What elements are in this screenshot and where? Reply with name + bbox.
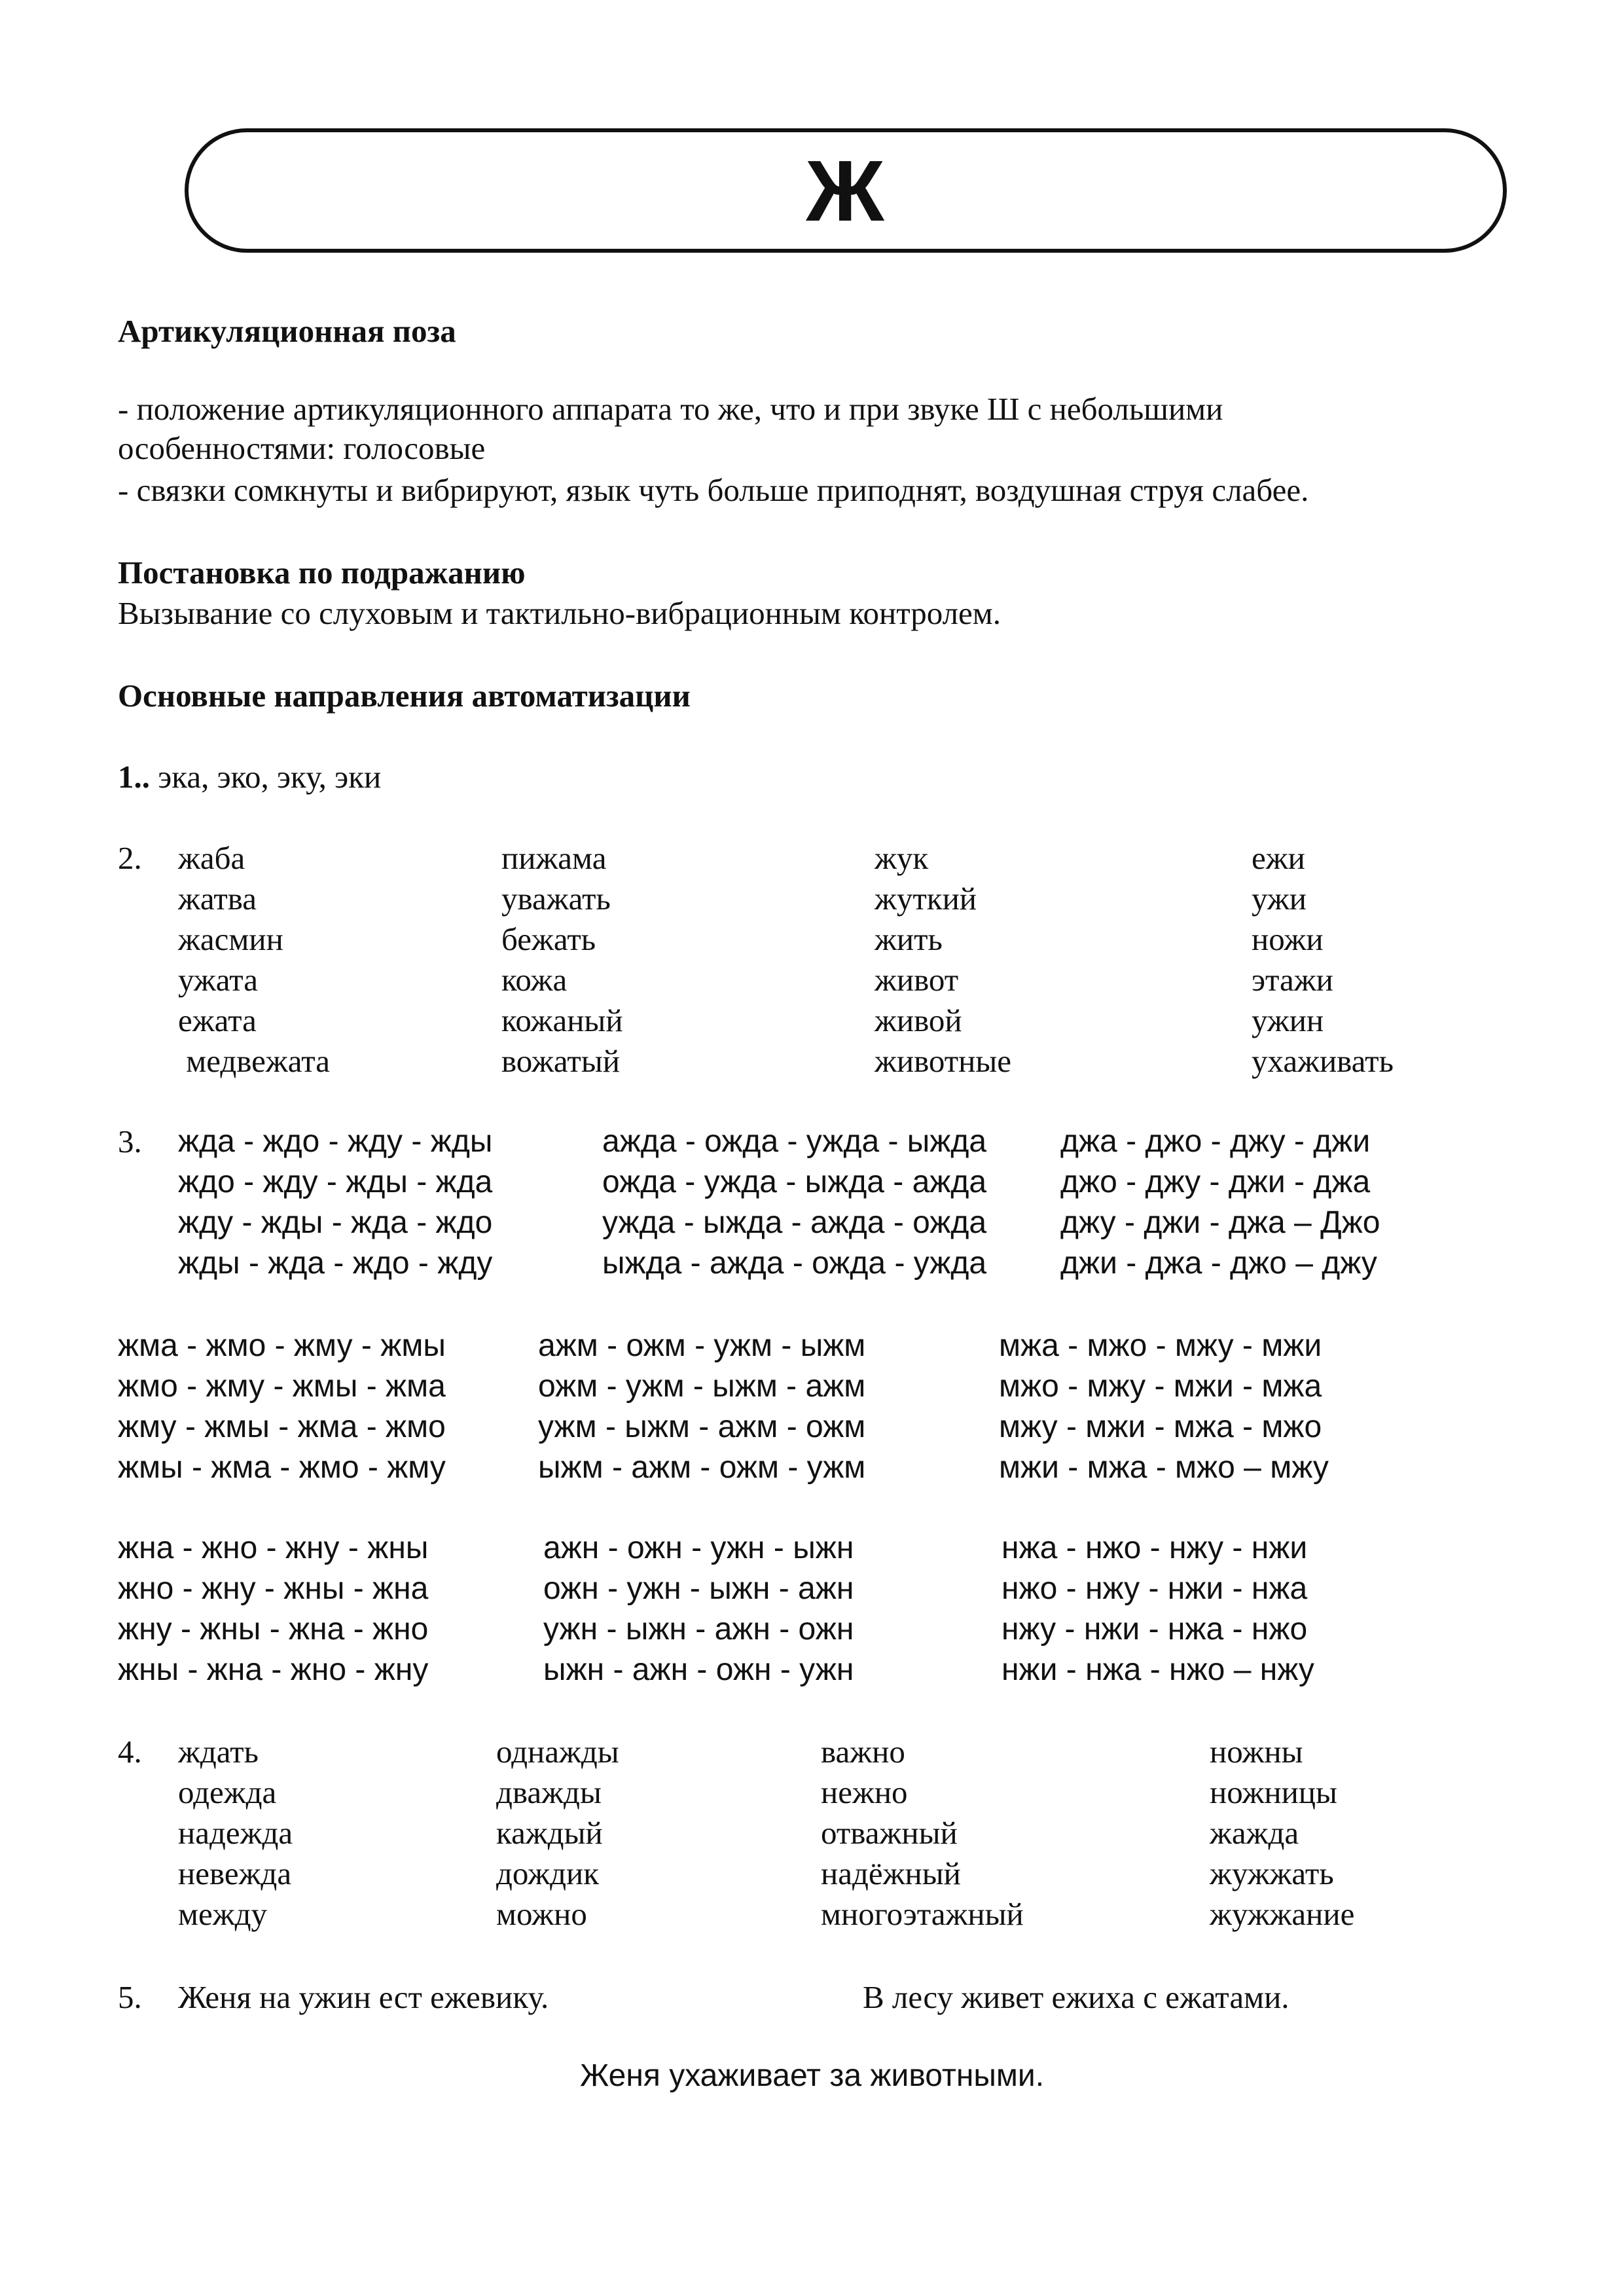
syllable-row: жны - жна - жно - жну <box>118 1652 429 1687</box>
word: однажды <box>496 1734 619 1770</box>
syllable-row: ждо - жду - жды - жда <box>178 1165 493 1199</box>
syllable-row: мжу - мжи - мжа - мжо <box>999 1410 1322 1444</box>
sentence-2: В лесу живет ежиха с ежатами. <box>863 1979 1290 2015</box>
word: жуткий <box>875 881 977 917</box>
header-letter: Ж <box>806 142 886 239</box>
word: жук <box>875 840 929 876</box>
syllable-row: ажм - ожм - ужм - ыжм <box>538 1328 866 1363</box>
articulation-line-3: - связки сомкнуты и вибрируют, язык чуть больше приподнят, воздушная струя слабее. <box>118 472 1309 508</box>
word: многоэтажный <box>821 1896 1024 1932</box>
word: жажда <box>1210 1815 1299 1851</box>
word: жатва <box>178 881 257 917</box>
item-4-column <box>821 1732 1024 1935</box>
syllable-row: джа - джо - джу - джи <box>1060 1124 1371 1159</box>
word: ножи <box>1252 921 1324 957</box>
item-1-text: эка, эко, эку, эки <box>158 759 382 795</box>
syllable-row: ыжм - ажм - ожм - ужм <box>538 1450 866 1485</box>
section-title-imitation: Постановка по подражанию <box>118 555 526 591</box>
syllable-column <box>178 1121 492 1284</box>
item-3-number: 3. <box>118 1123 142 1159</box>
word: ужи <box>1252 881 1307 917</box>
word: ужата <box>178 962 258 998</box>
word: медвежата <box>178 1043 330 1079</box>
word: кожа <box>501 962 568 998</box>
word: ножны <box>1210 1734 1303 1770</box>
syllable-row: нжа - нжо - нжу - нжи <box>1001 1531 1308 1565</box>
syllable-row: жму - жмы - жма - жмо <box>118 1410 446 1444</box>
word: каждый <box>496 1815 603 1851</box>
word: живой <box>875 1002 962 1038</box>
syllable-column <box>602 1121 986 1284</box>
item-1-number: 1.. <box>118 759 150 795</box>
syllable-column <box>1001 1528 1314 1690</box>
syllable-row: жно - жну - жны - жна <box>118 1571 429 1606</box>
word: животные <box>875 1043 1012 1079</box>
word: одежда <box>178 1774 277 1810</box>
syllable-row: мжи - мжа - мжо – мжу <box>999 1450 1329 1485</box>
item-2-number: 2. <box>118 840 142 876</box>
word: нежно <box>821 1774 908 1810</box>
syllable-row: ожм - ужм - ыжм - ажм <box>538 1369 866 1404</box>
syllable-row: жмо - жму - жмы - жма <box>118 1369 446 1404</box>
word: пижама <box>501 840 607 876</box>
word: жаба <box>178 840 245 876</box>
syllable-row: ыжн - ажн - ожн - ужн <box>543 1652 854 1687</box>
item-2-column <box>501 838 623 1082</box>
word: жасмин <box>178 921 283 957</box>
syllable-row: нжи - нжа - нжо – нжу <box>1001 1652 1314 1687</box>
item-4-column <box>178 1732 293 1935</box>
syllable-row: мжо - мжу - мжи - мжа <box>999 1369 1322 1404</box>
syllable-row: жна - жно - жну - жны <box>118 1531 429 1565</box>
item-5-number: 5. <box>118 1979 142 2015</box>
syllable-row: ужн - ыжн - ажн - ожн <box>543 1612 854 1647</box>
syllable-row: ужда - ыжда - ажда - ожда <box>602 1205 987 1240</box>
word: живот <box>875 962 959 998</box>
articulation-line-1: - положение артикуляционного аппарата то же, что и при звуке Ш с небольшими <box>118 391 1223 427</box>
syllable-row: жда - ждо - жду - жды <box>178 1124 493 1159</box>
word: ужин <box>1252 1002 1324 1038</box>
item-4-number: 4. <box>118 1734 142 1770</box>
word: уважать <box>501 881 611 917</box>
syllable-row: мжа - мжо - мжу - мжи <box>999 1328 1322 1363</box>
word: ждать <box>178 1734 259 1770</box>
sentence-1: Женя на ужин ест ежевику. <box>178 1979 549 2015</box>
word: вожатый <box>501 1043 620 1079</box>
syllable-row: ажда - ожда - ужда - ыжда <box>602 1124 987 1159</box>
syllable-row: джи - джа - джо – джу <box>1060 1246 1377 1281</box>
word: ухаживать <box>1252 1043 1394 1079</box>
syllable-row: жну - жны - жна - жно <box>118 1612 429 1647</box>
word: можно <box>496 1896 587 1932</box>
syllable-column <box>999 1326 1329 1488</box>
syllable-row: жды - жда - ждо - жду <box>178 1246 493 1281</box>
syllable-row: жду - жды - жда - ждо <box>178 1205 493 1240</box>
syllable-row: жмы - жма - жмо - жму <box>118 1450 446 1485</box>
header-frame <box>185 128 1507 253</box>
word: надёжный <box>821 1855 961 1891</box>
word: невежда <box>178 1855 292 1891</box>
word: ножницы <box>1210 1774 1337 1810</box>
sentence-3: Женя ухаживает за животными. <box>579 2058 1045 2093</box>
word: бежать <box>501 921 596 957</box>
syllable-row: нжо - нжу - нжи - нжа <box>1001 1571 1308 1606</box>
syllable-row: ожн - ужн - ыжн - ажн <box>543 1571 854 1606</box>
syllable-row: ужм - ыжм - ажм - ожм <box>538 1410 866 1444</box>
syllable-row: нжу - нжи - нжа - нжо <box>1001 1612 1308 1647</box>
word: этажи <box>1252 962 1333 998</box>
syllable-row: ожда - ужда - ыжда - ажда <box>602 1165 987 1199</box>
section-title-automation: Основные направления автоматизации <box>118 678 691 714</box>
syllable-row: жма - жмо - жму - жмы <box>118 1328 446 1363</box>
item-2-column <box>178 838 330 1082</box>
word: кожаный <box>501 1002 623 1038</box>
word: важно <box>821 1734 905 1770</box>
section-title-articulation: Артикуляционная поза <box>118 313 456 349</box>
imitation-text: Вызывание со слуховым и тактильно-вибрационным контролем. <box>118 595 1001 631</box>
syllable-row: джу - джи - джа – Джо <box>1060 1205 1380 1240</box>
item-4-column <box>496 1732 619 1935</box>
syllable-column <box>543 1528 854 1690</box>
word: надежда <box>178 1815 293 1851</box>
word: ежи <box>1252 840 1305 876</box>
syllable-row: ажн - ожн - ужн - ыжн <box>543 1531 854 1565</box>
word: отважный <box>821 1815 958 1851</box>
syllable-column <box>538 1326 865 1488</box>
syllable-row: ыжда - ажда - ожда - ужда <box>602 1246 987 1281</box>
syllable-column <box>118 1528 428 1690</box>
word: между <box>178 1896 268 1932</box>
syllable-column <box>1060 1121 1380 1284</box>
syllable-row: джо - джу - джи - джа <box>1060 1165 1371 1199</box>
word: жить <box>875 921 943 957</box>
word: дождик <box>496 1855 600 1891</box>
word: жужжать <box>1210 1855 1334 1891</box>
item-2-column <box>875 838 1011 1082</box>
word: дважды <box>496 1774 602 1810</box>
item-4-column <box>1210 1732 1354 1935</box>
word: жужжание <box>1210 1896 1355 1932</box>
articulation-line-2: особенностями: голосовые <box>118 430 486 466</box>
item-2-column <box>1252 838 1394 1082</box>
syllable-column <box>118 1326 446 1488</box>
item-1 <box>118 757 381 797</box>
word: ежата <box>178 1002 257 1038</box>
